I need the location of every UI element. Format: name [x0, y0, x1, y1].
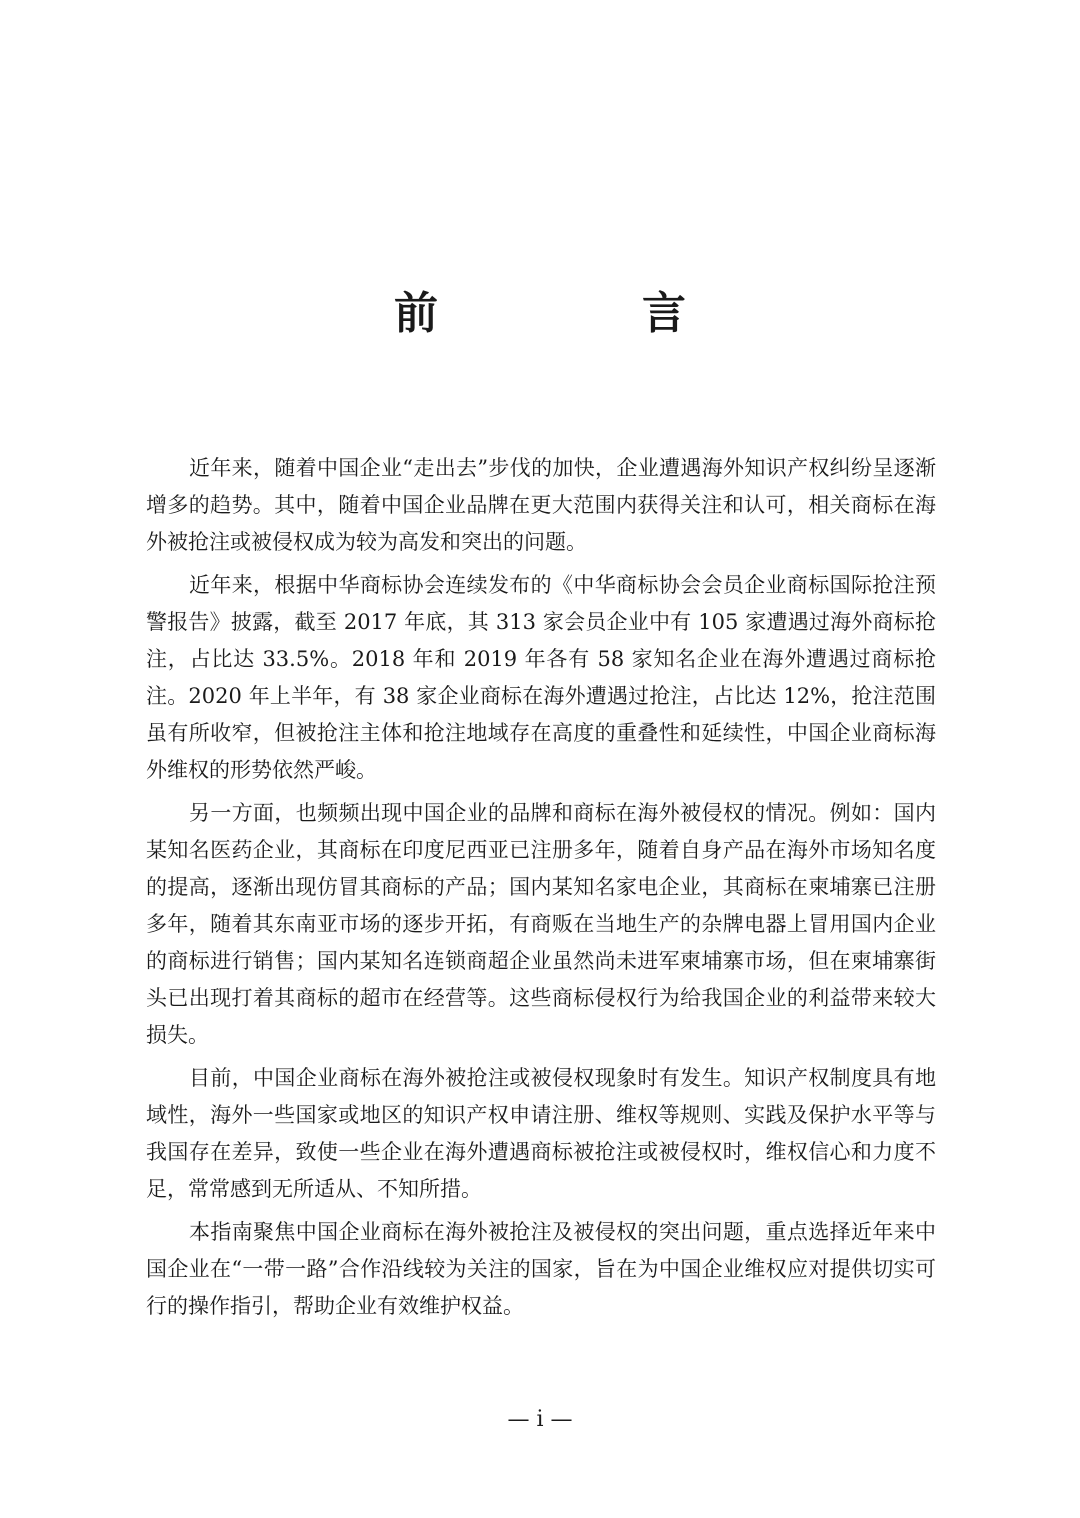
paragraph-2: 近年来，根据中华商标协会连续发布的《中华商标协会会员企业商标国际抢注预警报告》披露，截至 2017 年底，其 313 家会员企业中有 105 家遭遇过海外商标抢注，占比达 33.5%。2018 年和 2019 年各有 58 家知名企业在海外遭遇过商标抢注。2020 年上半年，有 38 家企业商标在海外遭遇过抢注，占比达 12%，抢注范围虽有所收窄，但被抢注主体和抢注地域存在高度的重叠性和延续性，中国企业商标海外维权的形势依然严峻。	[146, 573, 936, 782]
paragraph-4: 目前，中国企业商标在海外被抢注或被侵权现象时有发生。知识产权制度具有地域性，海外一些国家或地区的知识产权申请注册、维权等规则、实践及保护水平等与我国存在差异，致使一些企业在海外遭遇商标被抢注或被侵权时，维权信心和力度不足，常常感到无所适从、不知所措。	[146, 1066, 936, 1201]
page-number: — i —	[507, 1407, 573, 1432]
paragraph-3: 另一方面，也频频出现中国企业的品牌和商标在海外被侵权的情况。例如：国内某知名医药企业，其商标在印度尼西亚已注册多年，随着自身产品在海外市场知名度的提高，逐渐出现仿冒其商标的产品；国内某知名家电企业，其商标在柬埔寨已注册多年，随着其东南亚市场的逐步开拓，有商贩在当地生产的杂牌电器上冒用国内企业的商标进行销售；国内某知名连锁商超企业虽然尚未进军柬埔寨市场，但在柬埔寨街头已出现打着其商标的超市在经营等。这些商标侵权行为给我国企业的利益带来较大损失。	[146, 801, 936, 1047]
paragraph-1: 近年来，随着中国企业“走出去”步伐的加快，企业遭遇海外知识产权纠纷呈逐渐增多的趋势。其中，随着中国企业品牌在更大范围内获得关注和认可，相关商标在海外被抢注或被侵权成为较为高发和突出的问题。	[146, 456, 936, 554]
page-title: 前 言	[394, 288, 766, 339]
paragraph-5: 本指南聚焦中国企业商标在海外被抢注及被侵权的突出问题，重点选择近年来中国企业在“一带一路”合作沿线较为关注的国家，旨在为中国企业维权应对提供切实可行的操作指引，帮助企业有效维护权益。	[146, 1220, 936, 1318]
preface-body	[146, 450, 936, 1331]
